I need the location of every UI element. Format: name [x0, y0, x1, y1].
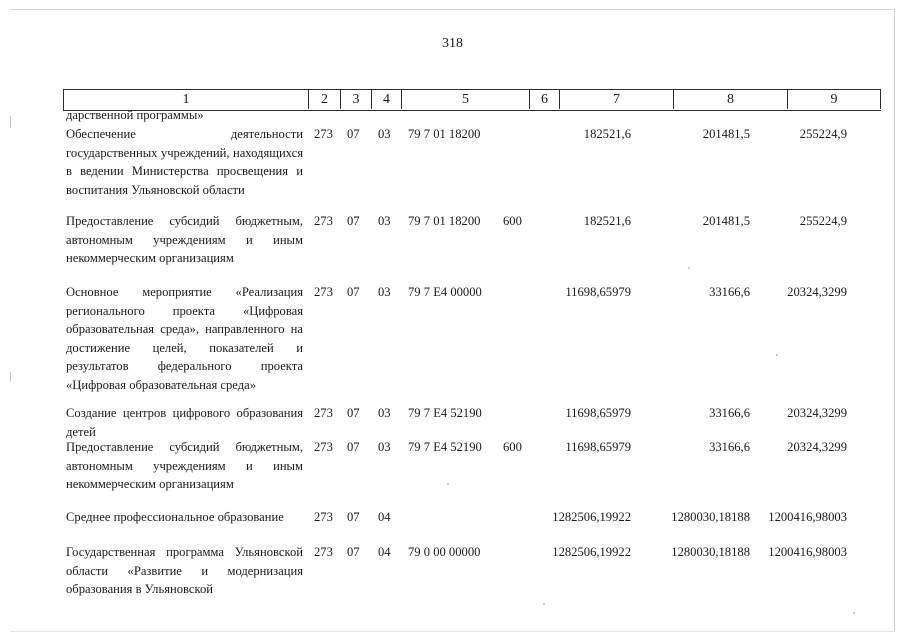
row-code-section: 07 [347, 545, 360, 559]
row-expense-type: 600 [503, 214, 522, 228]
row-target-code: 79 7 01 18200 [408, 127, 481, 141]
row-code-subsection: 03 [378, 440, 391, 454]
row-code-subsection: 03 [378, 285, 391, 299]
row-description: Среднее профессиональное образование [66, 510, 284, 524]
scan-speck [543, 603, 545, 605]
row-target-code: 79 0 00 00000 [408, 545, 481, 559]
row-expense-type: 600 [503, 440, 522, 454]
row-code-section: 07 [347, 285, 360, 299]
row-amount-col9: 255224,9 [799, 127, 847, 141]
row-amount-col8: 201481,5 [702, 214, 750, 228]
scan-speck [776, 354, 778, 356]
row-amount-col7: 11698,65979 [565, 285, 631, 299]
row-code-subsection: 03 [378, 214, 391, 228]
row-code-admin: 273 [314, 545, 333, 559]
row-amount-col7: 1282506,19922 [552, 545, 631, 559]
row-amount-col7: 1282506,19922 [552, 510, 631, 524]
row-amount-col9: 1200416,98003 [768, 510, 847, 524]
row-code-admin: 273 [314, 285, 333, 299]
row-description: Обеспечение деятельности государственных учреждений, находящихся в ведении Министерства просвещения и воспитания Ульяновской области [66, 127, 303, 197]
row-amount-col7: 11698,65979 [565, 406, 631, 420]
row-code-section: 07 [347, 406, 360, 420]
row-code-section: 07 [347, 214, 360, 228]
row-code-admin: 273 [314, 406, 333, 420]
row-code-subsection: 04 [378, 545, 391, 559]
row-description: дарственной программы» [66, 108, 204, 122]
row-code-subsection: 04 [378, 510, 391, 524]
row-amount-col8: 201481,5 [702, 127, 750, 141]
scan-edge-bottom [10, 631, 895, 632]
scan-edge-right [894, 9, 895, 631]
row-target-code: 79 7 E4 52190 [408, 406, 482, 420]
scan-mark [10, 372, 11, 382]
row-amount-col7: 11698,65979 [565, 440, 631, 454]
scan-speck [853, 612, 855, 614]
scan-edge-top [10, 9, 895, 10]
row-description: Основное мероприятие «Реализация регионального проекта «Цифровая образовательная среда», направленного на достижение целей, показателей и результатов федерального проекта «Цифровая образовательная среда» [66, 285, 303, 392]
row-amount-col7: 182521,6 [583, 214, 631, 228]
row-amount-col9: 20324,3299 [787, 406, 847, 420]
row-code-admin: 273 [314, 214, 333, 228]
row-amount-col7: 182521,6 [583, 127, 631, 141]
row-amount-col9: 20324,3299 [787, 285, 847, 299]
row-amount-col9: 20324,3299 [787, 440, 847, 454]
row-description: Государственная программа Ульяновской области «Развитие и модернизация образования в Ульяновской [66, 545, 303, 597]
row-target-code: 79 7 E4 00000 [408, 285, 482, 299]
row-code-admin: 273 [314, 127, 333, 141]
row-amount-col9: 1200416,98003 [768, 545, 847, 559]
row-amount-col9: 255224,9 [799, 214, 847, 228]
row-amount-col8: 33166,6 [709, 285, 750, 299]
row-code-admin: 273 [314, 440, 333, 454]
header-col-6: 6 [530, 90, 560, 109]
row-description: Предоставление субсидий бюджетным, автономным учреждениям и иным некоммерческим организациям [66, 440, 303, 492]
row-description: Предоставление субсидий бюджетным, автономным учреждениям и иным некоммерческим организациям [66, 214, 303, 266]
row-amount-col8: 1280030,18188 [671, 545, 750, 559]
row-target-code: 79 7 01 18200 [408, 214, 481, 228]
row-amount-col8: 1280030,18188 [671, 510, 750, 524]
row-code-section: 07 [347, 440, 360, 454]
scan-speck [688, 267, 690, 269]
header-col-5: 5 [402, 90, 530, 109]
page-number: 318 [442, 36, 463, 51]
row-code-admin: 273 [314, 510, 333, 524]
row-code-section: 07 [347, 510, 360, 524]
row-amount-col8: 33166,6 [709, 440, 750, 454]
header-col-4: 4 [372, 90, 402, 109]
row-target-code: 79 7 E4 52190 [408, 440, 482, 454]
row-description: Создание центров цифрового образования детей [66, 406, 303, 439]
header-col-1: 1 [64, 90, 309, 109]
scan-mark [10, 116, 11, 128]
row-code-subsection: 03 [378, 127, 391, 141]
header-col-8: 8 [674, 90, 788, 109]
scan-speck [447, 483, 449, 485]
header-col-7: 7 [560, 90, 674, 109]
row-code-subsection: 03 [378, 406, 391, 420]
row-amount-col8: 33166,6 [709, 406, 750, 420]
header-col-9: 9 [788, 90, 881, 109]
header-col-2: 2 [309, 90, 341, 109]
row-code-section: 07 [347, 127, 360, 141]
header-col-3: 3 [341, 90, 372, 109]
